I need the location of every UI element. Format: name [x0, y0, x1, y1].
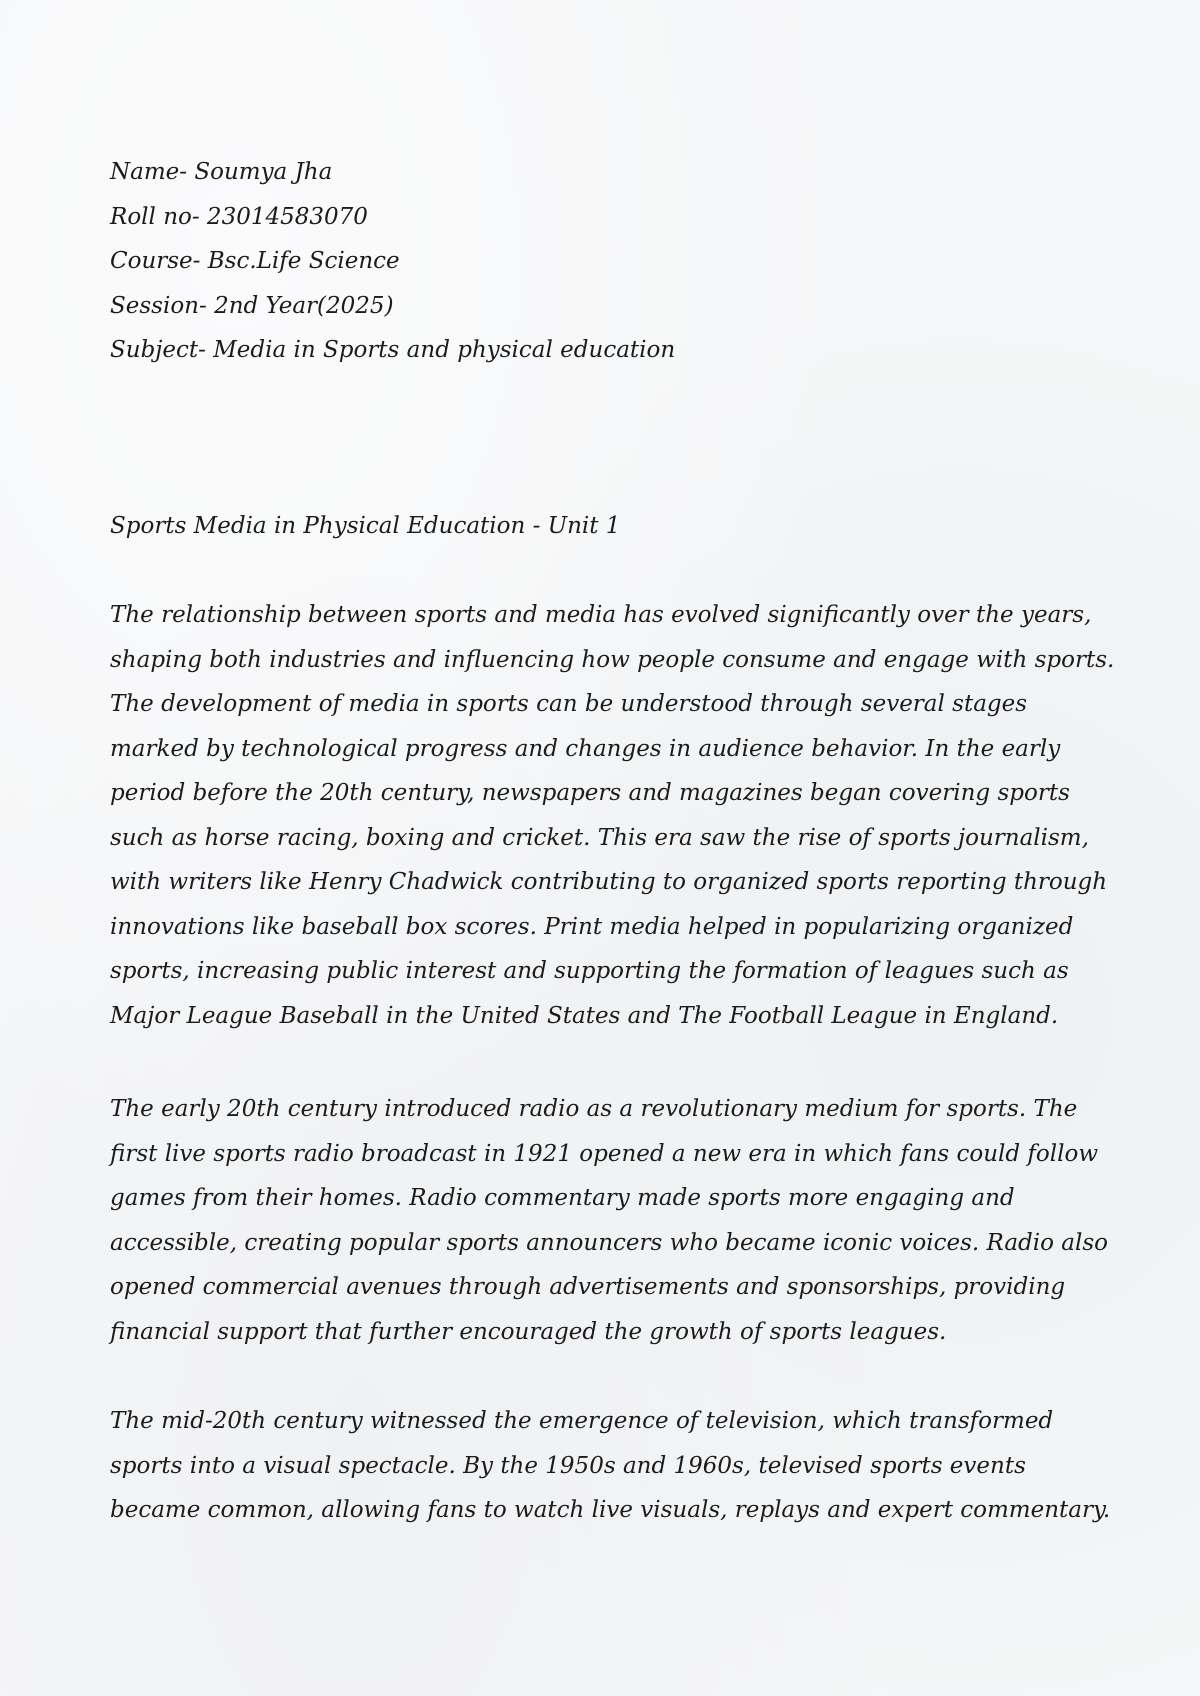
student-course: Course- Bsc.Life Science — [110, 248, 400, 274]
paragraph-line: opened commercial avenues through advertisements and sponsorships, providing — [110, 1274, 1066, 1300]
paragraph — [110, 1399, 1120, 1533]
paragraph-line: Major League Baseball in the United States and The Football League in England. — [110, 1002, 1059, 1029]
student-details — [110, 150, 1010, 373]
paragraph-line: period before the 20th century, newspapers and magazines began covering sports — [110, 780, 1070, 806]
paragraph-line: shaping both industries and influencing how people consume and engage with sports. — [110, 646, 1115, 673]
paragraph-line: The mid-20th century witnessed the emergence of television, which transformed — [110, 1408, 1054, 1434]
paragraph-line: sports, increasing public interest and supporting the formation of leagues such as — [110, 958, 1069, 984]
paragraph-line: financial support that further encouraged the growth of sports leagues. — [110, 1318, 947, 1345]
student-name: Name- Soumya Jha — [110, 159, 333, 185]
paragraph-line: The relationship between sports and media has evolved significantly over the years, — [110, 602, 1092, 628]
paragraph-line: became common, allowing fans to watch live visuals, replays and expert commentary. — [110, 1497, 1111, 1523]
document-title: Sports Media in Physical Education - Unit 1 — [110, 513, 621, 539]
paragraph-line: games from their homes. Radio commentary made sports more engaging and — [110, 1185, 1015, 1211]
student-roll-number: Roll no- 23014583070 — [110, 203, 368, 230]
paragraph-line: first live sports radio broadcast in 1921 opened a new era in which fans could follow — [110, 1140, 1099, 1167]
paragraph — [110, 593, 1120, 1038]
paragraph-line: sports into a visual spectacle. By the 1950s and 1960s, televised sports events — [110, 1452, 1026, 1479]
paragraph-line: The development of media in sports can be understood through several stages — [110, 691, 1028, 717]
paragraph-line: with writers like Henry Chadwick contributing to organized sports reporting through — [110, 869, 1108, 895]
paragraph-line: The early 20th century introduced radio as a revolutionary medium for sports. The — [110, 1096, 1078, 1122]
student-subject: Subject- Media in Sports and physical education — [110, 337, 676, 363]
paragraph-line: innovations like baseball box scores. Print media helped in popularizing organized — [110, 913, 1074, 940]
paragraph-line: such as horse racing, boxing and cricket. This era saw the rise of sports journalism, — [110, 824, 1089, 851]
student-session: Session- 2nd Year(2025) — [110, 292, 394, 319]
paragraph — [110, 1087, 1120, 1354]
paragraph-line: accessible, creating popular sports announcers who became iconic voices. Radio also — [110, 1229, 1109, 1256]
paragraph-line: marked by technological progress and changes in audience behavior. In the early — [110, 735, 1061, 762]
